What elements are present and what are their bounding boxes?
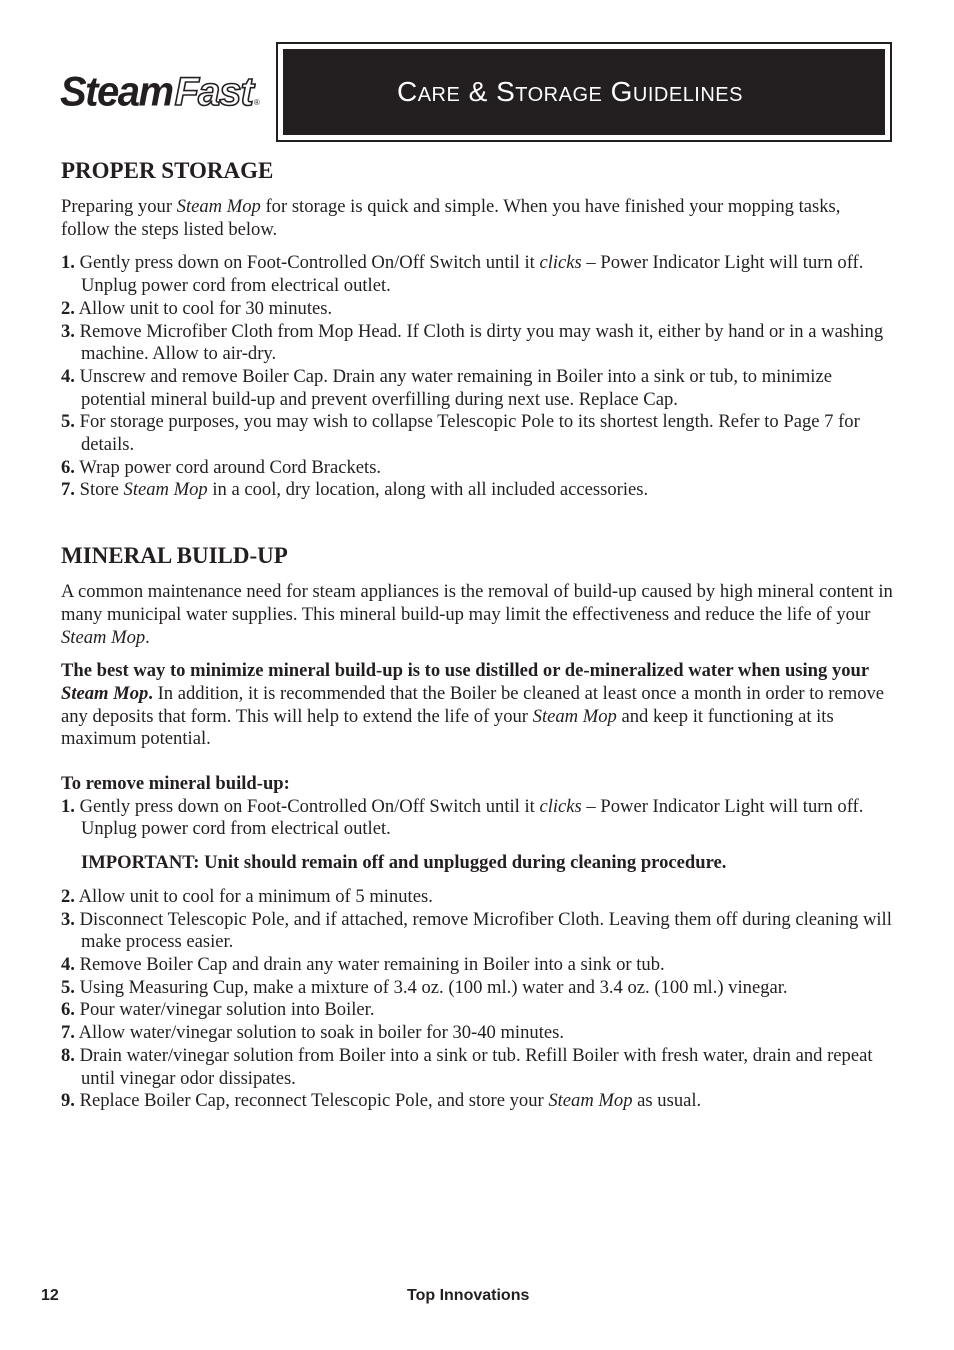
registered-mark: ® xyxy=(253,98,260,107)
step-text-2: – Power Indicator Light will turn off. Unplug power cord from electrical outlet. xyxy=(81,252,864,297)
step-emphasis: Steam Mop xyxy=(123,479,208,501)
storage-step xyxy=(61,321,893,366)
storage-step xyxy=(61,479,893,502)
storage-step xyxy=(61,252,893,297)
step-number: 5. xyxy=(61,976,75,998)
mineral-intro-text-2: . xyxy=(145,626,150,648)
step-emphasis: clicks xyxy=(539,252,582,274)
storage-intro-text-2: for storage is quick and simple. When you have finished your mopping tasks, follow the steps listed below. xyxy=(61,196,841,240)
removal-step xyxy=(61,886,893,909)
step-number: 7. xyxy=(61,1022,75,1044)
removal-step xyxy=(61,796,893,841)
step-text: Gently press down on Foot-Controlled On/Off Switch until it xyxy=(79,252,540,274)
steamfast-logo xyxy=(60,70,260,114)
step-number: 2. xyxy=(61,885,75,907)
step-text: Remove Boiler Cap and drain any water remaining in Boiler into a sink or tub. xyxy=(79,953,665,975)
step-number: 3. xyxy=(61,908,75,930)
step-text: Allow water/vinegar solution to soak in boiler for 30-40 minutes. xyxy=(78,1022,564,1044)
step-text: Using Measuring Cup, make a mixture of 3.4 oz. (100 ml.) water and 3.4 oz. (100 ml.) vinegar. xyxy=(79,976,788,998)
proper-storage-heading: PROPER STORAGE xyxy=(61,158,274,183)
step-text: Disconnect Telescopic Pole, and if attached, remove Microfiber Cloth. Leaving them off during cleaning will make process easier. xyxy=(79,908,892,953)
storage-step xyxy=(61,411,893,456)
page-content xyxy=(61,154,893,1113)
page-title: Care & Storage Guidelines xyxy=(397,76,743,107)
page-number: 12 xyxy=(41,1287,59,1304)
storage-intro xyxy=(61,196,893,241)
step-number: 4. xyxy=(61,365,75,387)
best-practice-paragraph xyxy=(61,660,893,751)
storage-intro-text: Preparing your xyxy=(61,196,177,217)
step-emphasis: clicks xyxy=(539,795,582,817)
step-text-2: in a cool, dry location, along with all included accessories. xyxy=(207,479,649,501)
storage-steps-list xyxy=(61,252,893,502)
step-text-2: as usual. xyxy=(632,1090,702,1112)
step-text: Store xyxy=(79,479,124,501)
step-text: Replace Boiler Cap, reconnect Telescopic Pole, and store your xyxy=(79,1090,549,1112)
best-rest-text: In addition, it is recommended that the Boiler be cleaned at least once a month in order to remove any deposits that form. This will help to extend the life of your xyxy=(61,682,885,727)
step-text: Allow unit to cool for 30 minutes. xyxy=(78,297,333,319)
removal-step xyxy=(61,999,893,1022)
to-remove-subheading: To remove mineral build-up: xyxy=(61,773,290,795)
removal-step xyxy=(61,1045,893,1090)
removal-step-1-list xyxy=(61,796,893,841)
footer-brand: Top Innovations xyxy=(407,1287,530,1304)
important-notice: IMPORTANT: Unit should remain off and unplugged during cleaning procedure. xyxy=(81,852,727,874)
logo-fast-text: Fast xyxy=(174,70,253,114)
step-text: Unscrew and remove Boiler Cap. Drain any water remaining in Boiler into a sink or tub, to minimize potential mineral build-up and prevent overfilling during next use. Replace Cap. xyxy=(79,365,832,410)
step-text: For storage purposes, you may wish to collapse Telescopic Pole to its shortest length. Refer to Page 7 for details. xyxy=(79,411,860,456)
mineral-intro-product: Steam Mop xyxy=(61,626,146,648)
removal-step xyxy=(61,1090,893,1113)
storage-step xyxy=(61,366,893,411)
mineral-intro-text: A common maintenance need for steam appliances is the removal of build-up caused by high mineral content in many municipal water supplies. This mineral build-up may limit the effectiveness and reduce the life of your xyxy=(61,581,893,625)
step-number: 9. xyxy=(61,1090,75,1112)
best-bold-product: Steam Mop xyxy=(61,682,149,704)
step-text: Pour water/vinegar solution into Boiler. xyxy=(79,999,375,1021)
step-number: 3. xyxy=(61,320,75,342)
step-number: 4. xyxy=(61,953,75,975)
removal-step xyxy=(61,1022,893,1045)
logo-steam-text: Steam xyxy=(60,68,173,116)
step-text: Allow unit to cool for a minimum of 5 minutes. xyxy=(78,885,433,907)
removal-step xyxy=(61,954,893,977)
storage-intro-product: Steam Mop xyxy=(176,196,261,217)
best-bold-text-2: . xyxy=(148,682,153,704)
best-bold-text: The best way to minimize mineral build-up is to use distilled or de-mineralized water when using your xyxy=(61,660,869,682)
step-number: 7. xyxy=(61,479,75,501)
mineral-intro xyxy=(61,581,893,649)
step-text: Drain water/vinegar solution from Boiler into a sink or tub. Refill Boiler with fresh water, drain and repeat until vinegar odor dissipates. xyxy=(79,1044,873,1089)
page-title-band xyxy=(283,49,885,135)
step-number: 2. xyxy=(61,297,75,319)
removal-step xyxy=(61,909,893,954)
step-text-2: – Power Indicator Light will turn off. Unplug power cord from electrical outlet. xyxy=(81,795,864,840)
page-title-box xyxy=(276,42,892,142)
best-rest-text-2: and keep it functioning at its maximum potential. xyxy=(61,705,834,750)
storage-step xyxy=(61,298,893,321)
step-text: Gently press down on Foot-Controlled On/Off Switch until it xyxy=(79,795,540,817)
step-text: Wrap power cord around Cord Brackets. xyxy=(79,456,382,478)
step-text: Remove Microfiber Cloth from Mop Head. If Cloth is dirty you may wash it, either by hand or in a washing machine. Allow to air-dry. xyxy=(79,320,884,365)
storage-step xyxy=(61,457,893,480)
step-number: 1. xyxy=(61,252,75,274)
mineral-buildup-heading: MINERAL BUILD-UP xyxy=(61,543,288,569)
best-rest-product: Steam Mop xyxy=(532,705,617,727)
step-number: 5. xyxy=(61,411,75,433)
removal-step xyxy=(61,977,893,1000)
removal-steps-list xyxy=(61,886,893,1113)
step-number: 6. xyxy=(61,999,75,1021)
step-number: 8. xyxy=(61,1044,75,1066)
step-number: 1. xyxy=(61,795,75,817)
step-number: 6. xyxy=(61,456,75,478)
step-emphasis: Steam Mop xyxy=(548,1090,633,1112)
